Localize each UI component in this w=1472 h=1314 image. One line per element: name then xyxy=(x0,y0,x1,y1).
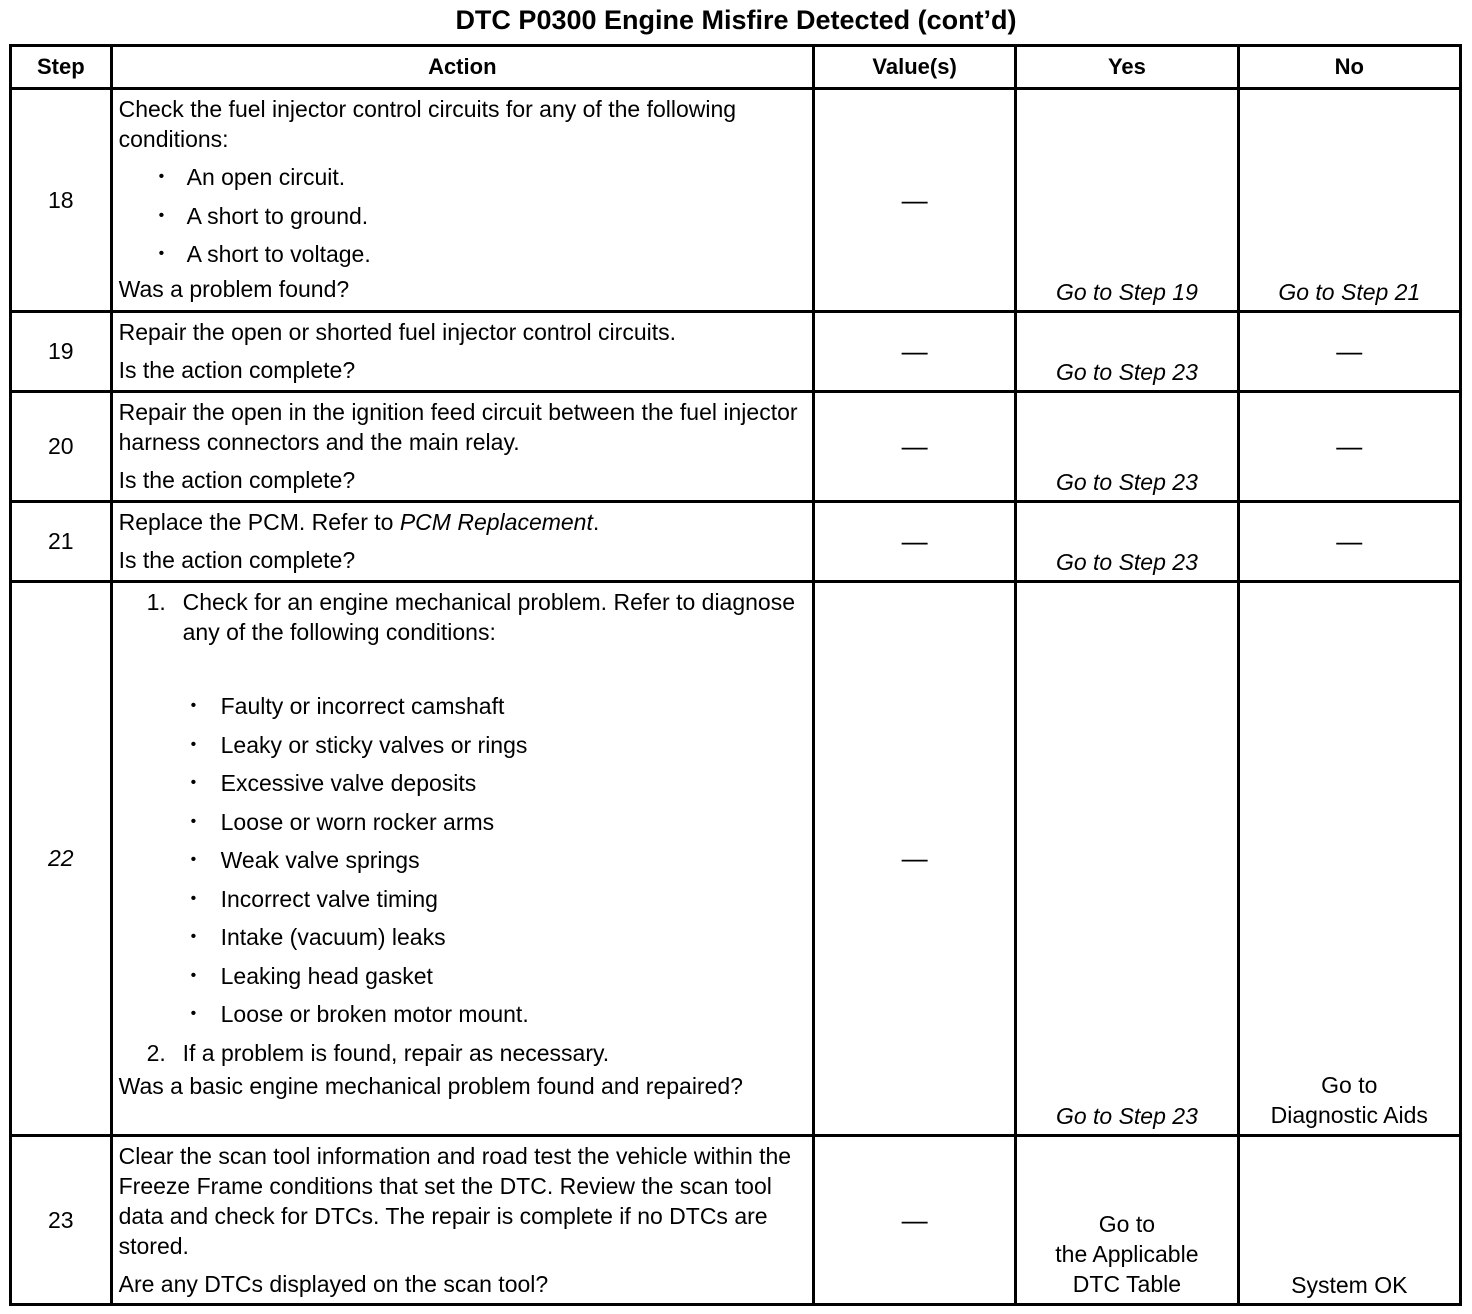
numbered-item: 1. Check for an engine mechanical problem. Refer to diagnose any of the following conditions: xyxy=(146,589,796,645)
no-link[interactable]: Go to Step 21 xyxy=(1238,89,1460,312)
value-cell: — xyxy=(813,582,1015,1136)
no-cell: System OK xyxy=(1238,1136,1460,1305)
header-step: Step xyxy=(11,46,112,89)
header-yes: Yes xyxy=(1016,46,1238,89)
page-title: DTC P0300 Engine Misfire Detected (cont’d) xyxy=(455,5,1017,35)
step-number: 19 xyxy=(11,312,112,392)
yes-link[interactable]: Go to the Applicable DTC Table xyxy=(1016,1136,1238,1305)
list-item: • Weak valve springs xyxy=(119,841,806,880)
list-item: • A short to voltage. xyxy=(119,235,806,274)
pcm-replacement-link[interactable]: PCM Replacement xyxy=(399,509,593,535)
action-cell xyxy=(111,502,813,582)
yes-link[interactable]: Go to Step 23 xyxy=(1016,582,1238,1136)
value-cell: — xyxy=(813,312,1015,392)
no-cell: — xyxy=(1238,502,1460,582)
numbered-item: 2. If a problem is found, repair as necessary. xyxy=(146,1039,610,1066)
list-item: • An open circuit. xyxy=(119,158,806,197)
action-cell xyxy=(111,89,813,312)
table-row xyxy=(11,312,1461,392)
yes-link[interactable]: Go to Step 19 xyxy=(1016,89,1238,312)
condition-list xyxy=(119,687,806,1034)
list-item: • Loose or broken motor mount. xyxy=(119,995,806,1034)
header-action: Action xyxy=(111,46,813,89)
condition-list xyxy=(119,158,806,274)
list-item: • Leaking head gasket xyxy=(119,957,806,996)
action-question: Are any DTCs displayed on the scan tool? xyxy=(118,1271,549,1297)
table-row xyxy=(11,502,1461,582)
list-item: • Incorrect valve timing xyxy=(119,880,806,919)
value-cell: — xyxy=(813,502,1015,582)
action-text: Replace the PCM. Refer to PCM Replacement. xyxy=(118,509,600,535)
table-row xyxy=(11,392,1461,502)
action-question: Is the action complete? xyxy=(118,467,356,493)
list-item: • Excessive valve deposits xyxy=(119,764,806,803)
yes-link[interactable]: Go to Step 23 xyxy=(1016,312,1238,392)
header-no: No xyxy=(1238,46,1460,89)
step-number: 20 xyxy=(11,392,112,502)
no-cell: — xyxy=(1238,312,1460,392)
list-item: • Leaky or sticky valves or rings xyxy=(119,726,806,765)
header-values: Value(s) xyxy=(813,46,1015,89)
action-cell xyxy=(111,312,813,392)
value-cell: — xyxy=(813,1136,1015,1305)
value-cell: — xyxy=(813,89,1015,312)
step-number: 18 xyxy=(11,89,112,312)
action-question: Was a problem found? xyxy=(118,275,350,302)
action-cell xyxy=(111,392,813,502)
action-cell xyxy=(111,582,813,1136)
action-cell xyxy=(111,1136,813,1305)
value-cell: — xyxy=(813,392,1015,502)
table-row xyxy=(11,582,1461,1136)
table-row xyxy=(11,89,1461,312)
table-row xyxy=(11,1136,1461,1305)
step-number: 22 xyxy=(11,582,112,1136)
action-text: Check the fuel injector control circuits for any of the following conditions: xyxy=(118,96,737,152)
action-text: Clear the scan tool information and road test the vehicle within the Freeze Frame conditions that set the DTC. Review the scan tool data and check for DTCs. The repair is complete if no DTCs are stored. xyxy=(118,1143,792,1259)
action-text: Repair the open in the ignition feed circuit between the fuel injector harness connectors and the main relay. xyxy=(118,399,798,455)
action-text: Repair the open or shorted fuel injector control circuits. xyxy=(118,319,676,345)
no-cell: — xyxy=(1238,392,1460,502)
step-number: 21 xyxy=(11,502,112,582)
no-link[interactable]: Go to Diagnostic Aids xyxy=(1238,582,1460,1136)
list-item: • Faulty or incorrect camshaft xyxy=(119,687,806,726)
step-number: 23 xyxy=(11,1136,112,1305)
action-question: Was a basic engine mechanical problem found and repaired? xyxy=(118,1072,743,1099)
header-row xyxy=(11,46,1461,89)
list-item: • Intake (vacuum) leaks xyxy=(119,918,806,957)
action-question: Is the action complete? xyxy=(118,547,356,573)
yes-link[interactable]: Go to Step 23 xyxy=(1016,502,1238,582)
action-question: Is the action complete? xyxy=(118,357,356,383)
yes-link[interactable]: Go to Step 23 xyxy=(1016,392,1238,502)
list-item: • A short to ground. xyxy=(119,197,806,236)
diagnostic-table xyxy=(9,44,1462,1306)
list-item: • Loose or worn rocker arms xyxy=(119,803,806,842)
